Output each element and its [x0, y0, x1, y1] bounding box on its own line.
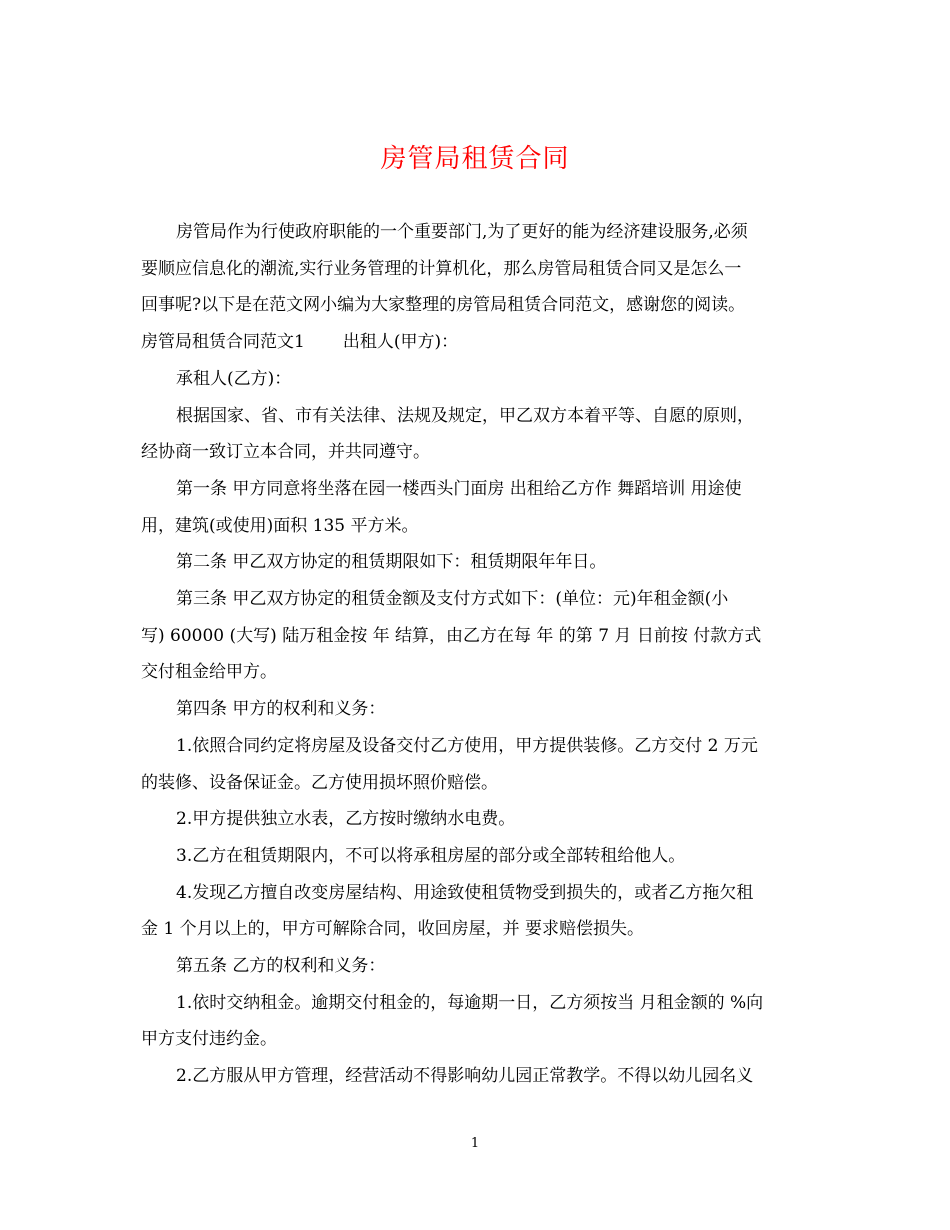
basis-paragraph	[141, 398, 811, 471]
intro-paragraph	[141, 214, 811, 324]
article-5-heading	[141, 948, 811, 985]
article-4-item-1-line: 的装修、设备保证金。乙方使用损坏照价赔偿。	[141, 772, 498, 793]
article-3-line: 第三条 甲乙双方协定的租赁金额及支付方式如下：(单位：元)年租金额(小	[176, 589, 729, 610]
sample-heading: 房管局租赁合同范文1	[141, 332, 305, 353]
sample-heading-line	[141, 324, 811, 361]
article-1	[141, 471, 811, 544]
page-number: 1	[470, 1136, 480, 1151]
article-5-item-1	[141, 985, 811, 1058]
article-4-item-1-line: 1.依照合同约定将房屋及设备交付乙方使用，甲方提供装修。乙方交付 2 万元	[176, 735, 758, 756]
lessee-label: 承租人(乙方)：	[176, 368, 292, 389]
article-4-item-3	[141, 838, 811, 875]
article-5-item-2	[141, 1058, 811, 1095]
article-4-item-3-line: 3.乙方在租赁期限内，不可以将承租房屋的部分或全部转租给他人。	[176, 845, 686, 866]
article-5-item-1-line: 1.依时交纳租金。逾期交付租金的，每逾期一日，乙方须按当 月租金额的 %向	[176, 992, 764, 1013]
article-1-line: 第一条 甲方同意将坐落在园一楼西头门面房 出租给乙方作 舞蹈培训 用途使	[176, 478, 742, 499]
article-3	[141, 581, 811, 691]
intro-line: 回事呢?以下是在范文网小编为大家整理的房管局租赁合同范文，感谢您的阅读。	[141, 295, 746, 316]
article-3-line: 交付租金给甲方。	[141, 662, 277, 683]
article-5-item-2-line: 2.乙方服从甲方管理，经营活动不得影响幼儿园正常教学。不得以幼儿园名义	[176, 1066, 754, 1087]
article-4-item-2	[141, 801, 811, 838]
article-3-line: 写) 60000 (大写) 陆万租金按 年 结算，由乙方在每 年 的第 7 月 日前按 付款方式	[141, 625, 762, 646]
basis-line: 根据国家、省、市有关法律、法规及规定，甲乙双方本着平等、自愿的原则，	[176, 405, 754, 426]
document-title: 房管局租赁合同	[380, 144, 570, 174]
article-2-line: 第二条 甲乙双方协定的租赁期限如下：租赁期限年年日。	[176, 552, 607, 573]
intro-line: 要顺应信息化的潮流,实行业务管理的计算机化，那么房管局租赁合同又是怎么一	[141, 258, 742, 279]
document-body	[141, 214, 811, 1095]
intro-line: 房管局作为行使政府职能的一个重要部门,为了更好的能为经济建设服务,必须	[176, 222, 748, 242]
article-4-heading	[141, 691, 811, 728]
article-1-line: 用，建筑(或使用)面积 135 平方米。	[141, 515, 419, 536]
article-4-item-1	[141, 728, 811, 801]
lessor-label: 出租人(甲方)：	[342, 332, 459, 353]
article-5-item-1-line: 甲方支付违约金。	[141, 1029, 277, 1050]
basis-line: 经协商一致订立本合同，并共同遵守。	[141, 442, 430, 463]
lessee-paragraph	[141, 361, 811, 398]
article-2	[141, 544, 811, 581]
article-4-item-2-line: 2.甲方提供独立水表，乙方按时缴纳水电费。	[176, 809, 516, 830]
article-4-item-4	[141, 875, 811, 948]
article-4-line: 第四条 甲方的权利和义务：	[176, 699, 386, 720]
article-4-item-4-line: 金 1 个月以上的，甲方可解除合同，收回房屋，并 要求赔偿损失。	[141, 919, 645, 940]
article-5-line: 第五条 乙方的权利和义务：	[176, 956, 386, 977]
article-4-item-4-line: 4.发现乙方擅自改变房屋结构、用途致使租赁物受到损失的，或者乙方拖欠租	[176, 882, 754, 903]
